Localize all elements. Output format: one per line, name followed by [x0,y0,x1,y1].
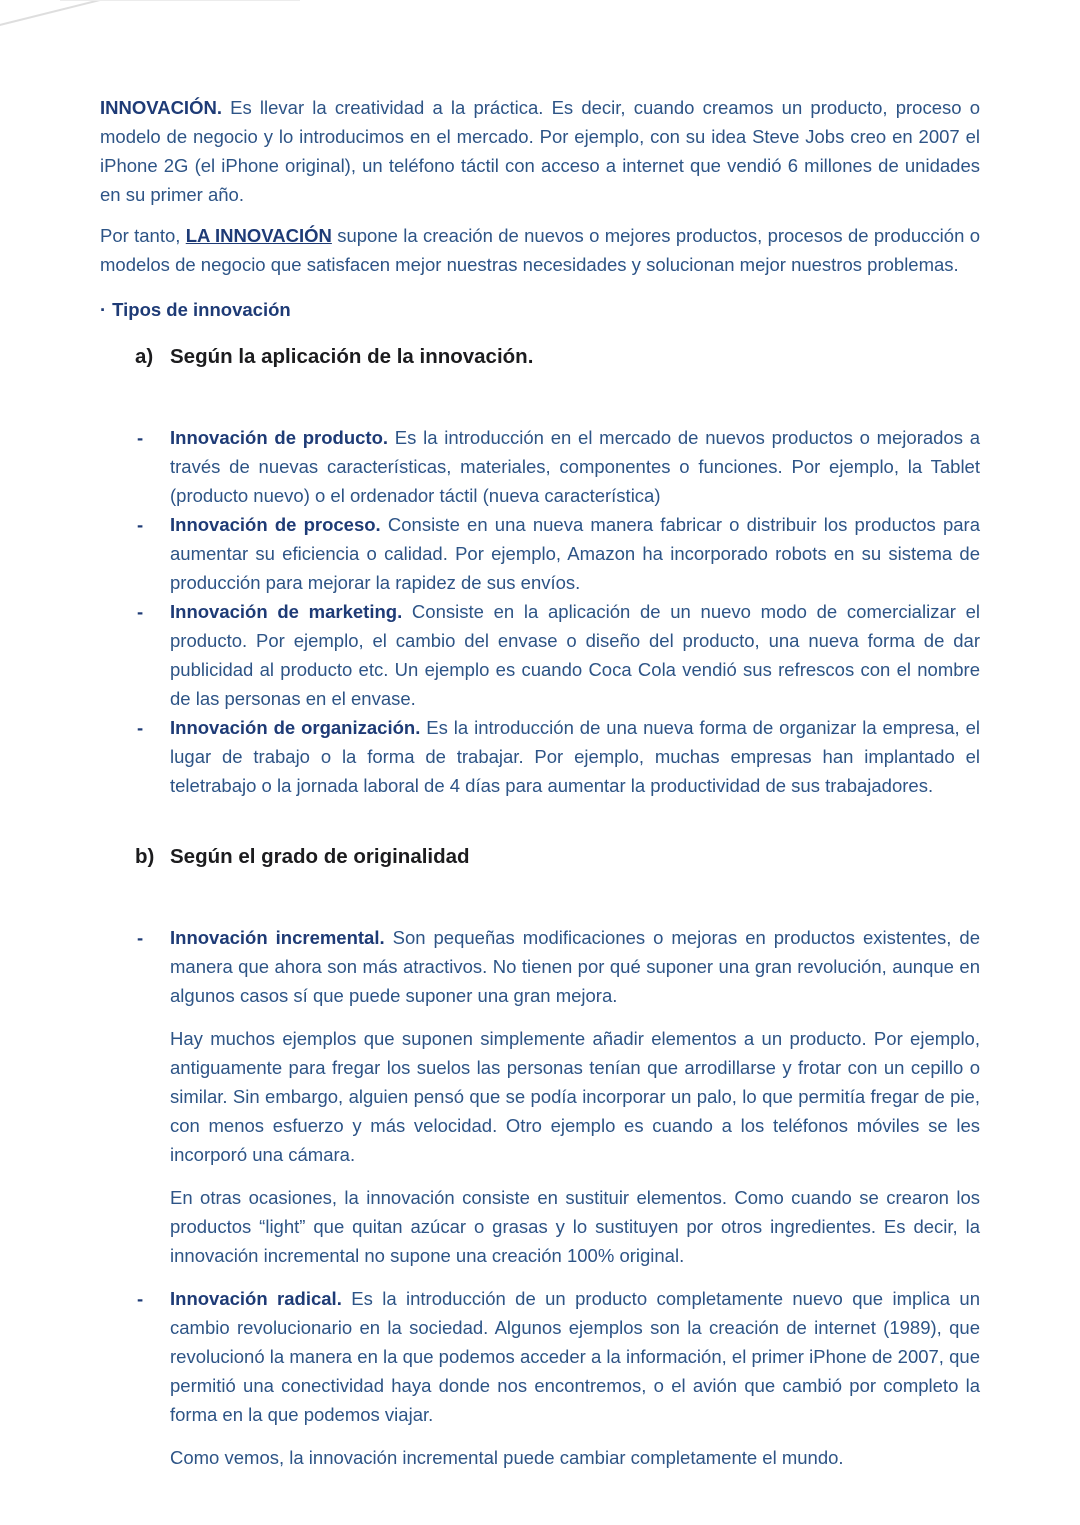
intro-paragraph-conclusion [100,221,980,279]
section-a-list [100,423,980,800]
dash-bullet: - [137,514,144,535]
list-item-body [170,1284,980,1429]
item-text: Es la introducción de una nueva forma de organizar la empresa, el lugar de trabajo o la forma de trabajar. Por ejemplo, muchas empresas han implantado el teletrabajo o la jornada laboral de 4 días para aumentar la productividad de sus trabajadores. [170,717,980,796]
list-item-body [170,923,980,1010]
dash-bullet: - [137,601,144,622]
list-title-label: Tipos de innovación [112,299,291,320]
list-item-body [170,713,980,800]
section-b-marker: b) [135,845,155,868]
item-lead-term: Innovación incremental. [170,927,385,948]
section-a-title: Según la aplicación de la innovación. [170,345,534,368]
underlined-term-la-innovacion: LA INNOVACIÓN [185,225,332,246]
bullet-dot: · [100,299,107,320]
paragraph-closing: Como vemos, la innovación incremental puede cambiar completamente el mundo. [170,1447,844,1468]
item-text: Consiste en una nueva manera fabricar o distribuir los productos para aumentar su eficiencia o calidad. Por ejemplo, Amazon ha incorporado robots en su sistema de producción para mejorar la rapidez de sus envíos. [170,514,980,593]
section-heading-b [135,842,980,871]
list-item-marketing [100,597,980,713]
item-lead-term: Innovación de proceso. [170,514,381,535]
item-text: Es la introducción en el mercado de nuevos productos o mejorados a través de nuevas características, materiales, componentes o funciones. Por ejemplo, la Tablet (producto nuevo) o el ordenador táctil (nueva característica) [170,427,980,506]
definition-lead-term: INNOVACIÓN. [100,97,222,118]
dash-bullet: - [137,717,144,738]
list-item-body [170,510,980,597]
item-lead-term: Innovación de producto. [170,427,389,448]
item-lead-term: Innovación de organización. [170,717,421,738]
section-b-title: Según el grado de originalidad [170,845,470,868]
intro-paragraph-definition [100,93,980,209]
definition-body-text: Es llevar la creatividad a la práctica. Es decir, cuando creamos un producto, proceso o modelo de negocio y lo introducimos en el mercado. Por ejemplo, con su idea Steve Jobs creo en 2007 el iPhone 2G (el iPhone original), un teléfono táctil con acceso a internet que vendió 6 millones de unidades en su primer año. [100,97,980,205]
item-lead-term: Innovación radical. [170,1288,342,1309]
list-item-proceso [100,510,980,597]
page-top-edge-artifact [60,0,300,1]
dash-bullet: - [137,427,144,448]
list-item-organizacion [100,713,980,800]
dash-bullet: - [137,927,144,948]
paragraph-examples-substitute: En otras ocasiones, la innovación consiste en sustituir elementos. Como cuando se crearon los productos “light” que quitan azúcar o grasas y lo sustituyen por otros ingredientes. Es decir, la innovación incremental no supone una creación 100% original. [170,1187,980,1266]
paragraph-examples-add: Hay muchos ejemplos que suponen simplemente añadir elementos a un producto. Por ejemplo, antiguamente para fregar los suelos las personas tenían que arrodillarse y frotar con un cepillo o similar. Sin embargo, alguien pensó que se podía incorporar un palo, lo que permitía fregar de pie, con menos esfuerzo y más velocidad. Otro ejemplo es cuando a los teléfonos móviles se les incorporó una cámara. [170,1028,980,1165]
list-item-incremental [100,923,980,1010]
list-item-producto [100,423,980,510]
dash-bullet: - [137,1288,144,1309]
item-lead-term: Innovación de marketing. [170,601,403,622]
item-text: Consiste en la aplicación de un nuevo modo de comercializar el producto. Por ejemplo, el cambio del envase o diseño del producto, una nueva forma de dar publicidad al producto etc. Un ejemplo es cuando Coca Cola vendió sus refrescos con el nombre de las personas en el envase. [170,601,980,709]
section-heading-a [135,342,980,371]
list-item-body [170,597,980,713]
item-text: Son pequeñas modificaciones o mejoras en productos existentes, de manera que ahora son más atractivos. No tienen por qué suponer una gran revolución, aunque en algunos casos sí que puede suponer una gran mejora. [170,927,980,1006]
list-item-radical [100,1284,980,1429]
section-a-marker: a) [135,345,154,368]
item-text: Es la introducción de un producto completamente nuevo que implica un cambio revolucionario en la sociedad. Algunos ejemplos son la creación de internet (1989), que revolucionó la manera en la que podemos acceder a la información, el primer iPhone de 2007, que permitió una conectividad haya donde nos encontremos, o el avión que cambió por completo la forma en la que podemos viajar. [170,1288,980,1425]
conclusion-body-text: supone la creación de nuevos o mejores productos, procesos de producción o modelos de negocio que satisfacen mejor nuestras necesidades y solucionan mejor nuestros problemas. [100,225,980,275]
list-item-body [170,423,980,510]
section-b-list [100,923,980,1472]
list-title-tipos-de-innovacion [100,295,980,324]
conclusion-pre-text: Por tanto, [100,225,186,246]
